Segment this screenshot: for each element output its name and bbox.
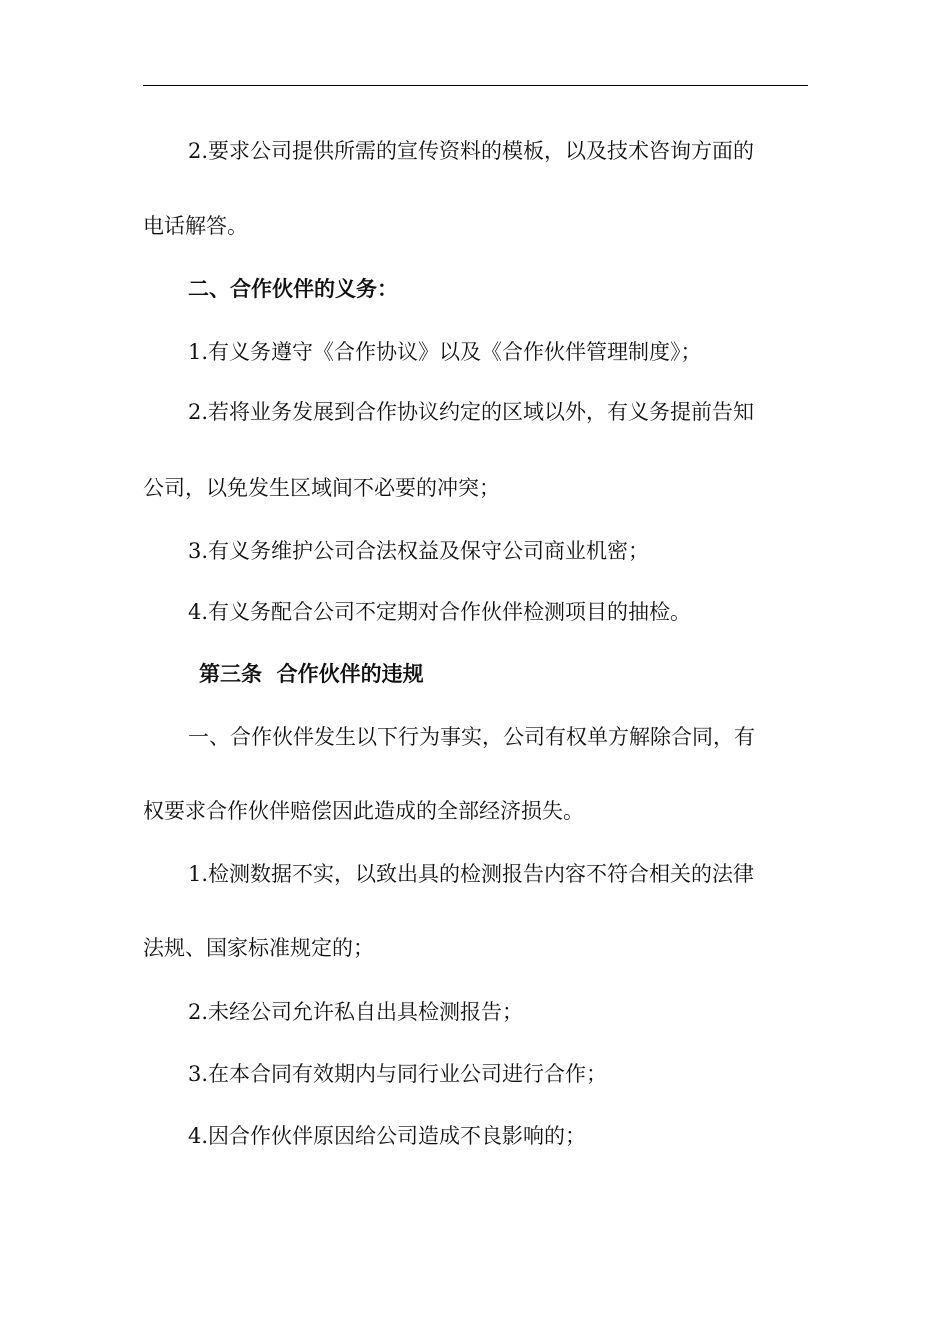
paragraph-line: 公司，以免发生区域间不必要的冲突；: [143, 476, 500, 500]
paragraph-line: 法规、国家标准规定的；: [143, 936, 374, 960]
paragraph-line: 权要求合作伙伴赔偿因此造成的全部经济损失。: [143, 799, 584, 823]
paragraph-line: 3.有义务维护公司合法权益及保守公司商业机密；: [188, 539, 650, 563]
section-heading: 二、合作伙伴的义务：: [188, 277, 398, 301]
paragraph-line: 4.有义务配合公司不定期对合作伙伴检测项目的抽检。: [188, 600, 692, 624]
paragraph-line: 1.有义务遵守《合作协议》以及《合作伙伴管理制度》；: [188, 340, 702, 364]
paragraph-line: 2.若将业务发展到合作协议约定的区域以外，有义务提前告知: [188, 400, 755, 424]
paragraph-line: 2.要求公司提供所需的宣传资料的模板，以及技术咨询方面的: [188, 139, 755, 163]
paragraph-line: 3.在本合同有效期内与同行业公司进行合作；: [188, 1062, 608, 1086]
article-heading: 第三条 合作伙伴的违规: [199, 662, 424, 686]
paragraph-line: 一、合作伙伴发生以下行为事实，公司有权单方解除合同，有: [188, 725, 755, 749]
paragraph-line: 4.因合作伙伴原因给公司造成不良影响的；: [188, 1124, 587, 1148]
paragraph-line: 1.检测数据不实，以致出具的检测报告内容不符合相关的法律: [188, 862, 755, 886]
paragraph-line: 2.未经公司允许私自出具检测报告；: [188, 1000, 524, 1024]
header-rule: [143, 85, 808, 86]
paragraph-line: 电话解答。: [143, 214, 248, 238]
